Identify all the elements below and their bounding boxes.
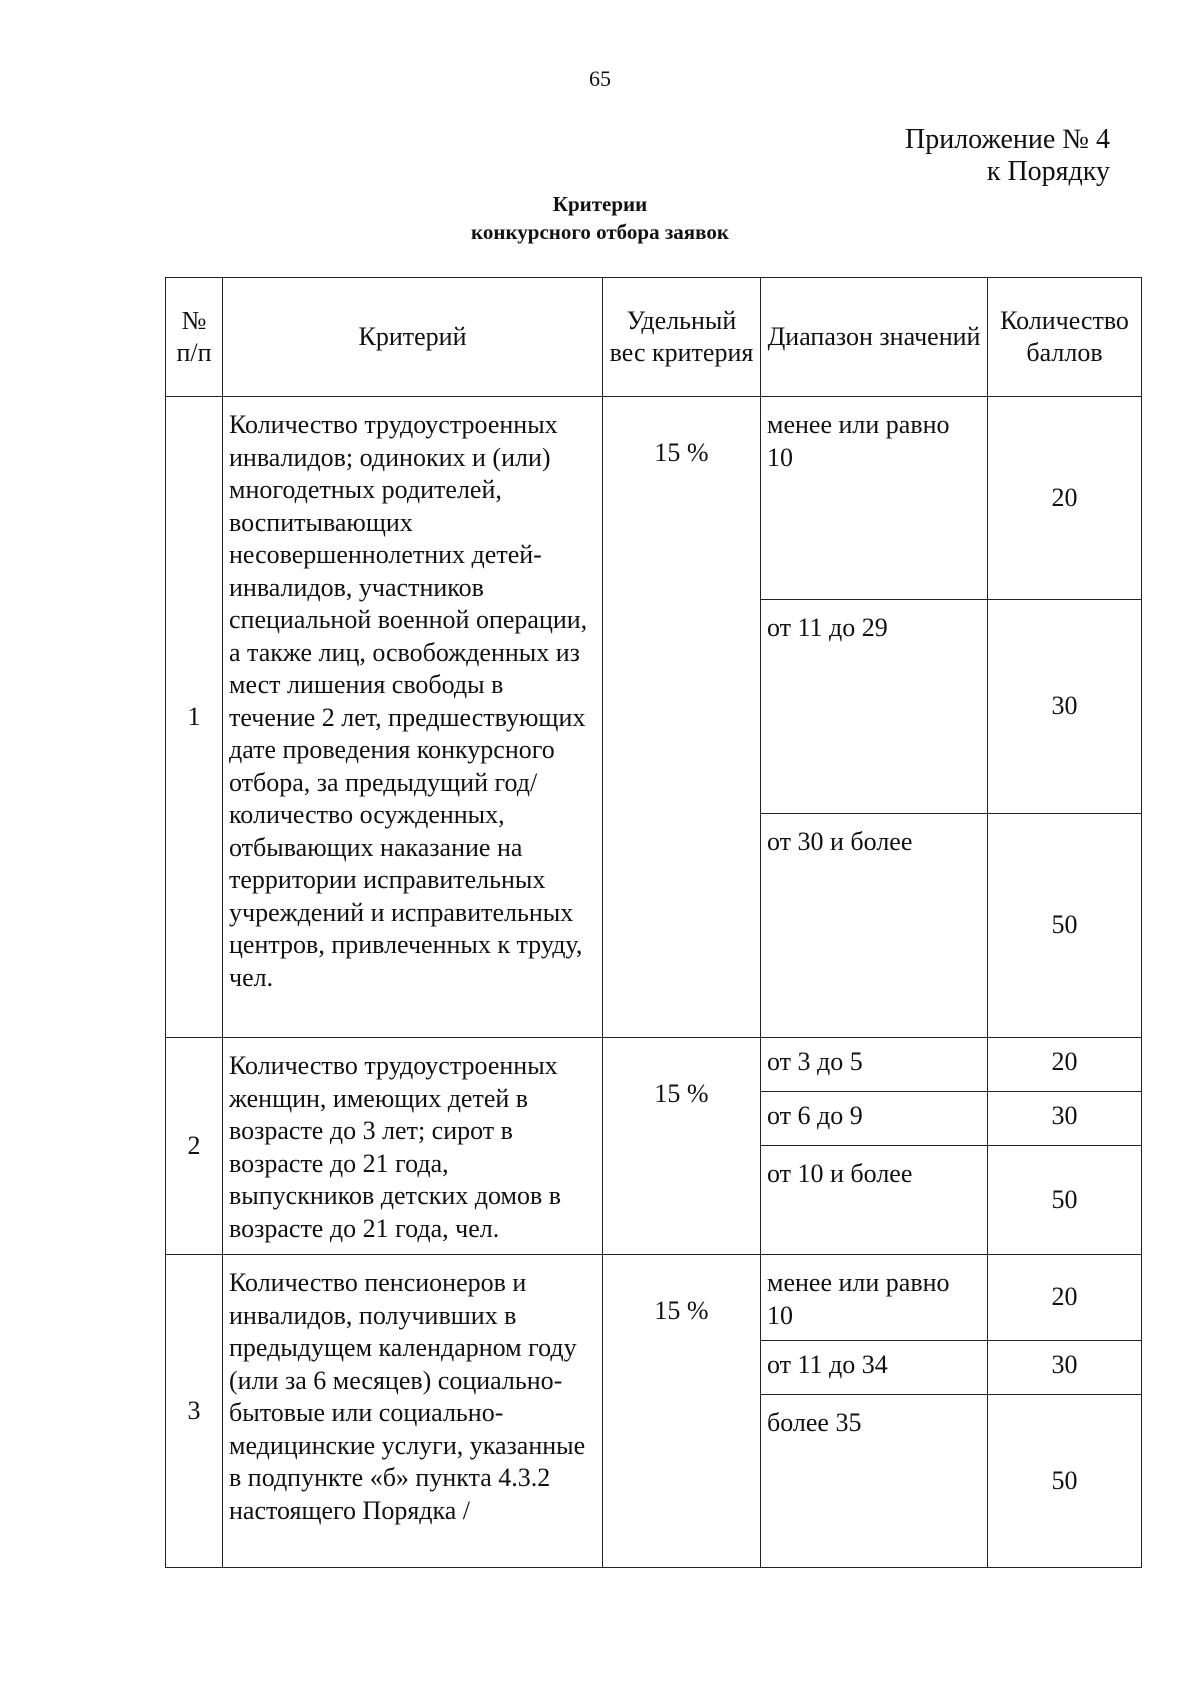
row-number: 3 — [166, 1255, 223, 1568]
row-number: 1 — [166, 397, 223, 1038]
criterion-weight: 15 % — [603, 397, 761, 1038]
table-row — [166, 397, 1142, 600]
range-value: более 35 — [761, 1395, 988, 1568]
criterion-text: Количество трудоустроенных женщин, имеющих детей в возрасте до 3 лет; сирот в возрасте до 21 года, выпускников детских домов в возрасте до 21 года, чел. — [223, 1038, 603, 1255]
criteria-table — [165, 277, 1142, 1568]
table-row — [166, 1038, 1142, 1092]
header-score: Количество баллов — [988, 278, 1142, 397]
table-row — [166, 1255, 1142, 1341]
title-line-1: Критерии — [552, 192, 648, 216]
range-value: от 11 до 34 — [761, 1341, 988, 1395]
appendix-line-1: Приложение № 4 — [905, 124, 1110, 155]
score-value: 20 — [988, 397, 1142, 600]
range-value: менее или равно 10 — [761, 397, 988, 600]
score-value: 50 — [988, 814, 1142, 1038]
range-value: от 6 до 9 — [761, 1092, 988, 1146]
range-value: от 3 до 5 — [761, 1038, 988, 1092]
header-num: № п/п — [166, 278, 223, 397]
criterion-weight: 15 % — [603, 1038, 761, 1255]
header-range: Диапазон значений — [761, 278, 988, 397]
score-value: 30 — [988, 600, 1142, 814]
criterion-text: Количество пенсионеров и инвалидов, получивших в предыдущем календарном году (или за 6 месяцев) социально-бытовые или социально-медицинские услуги, указанные в подпункте «б» пункта 4.3.2 настоящего Порядка / — [223, 1255, 603, 1568]
document-title — [0, 190, 1200, 246]
title-line-2: конкурсного отбора заявок — [471, 220, 729, 244]
score-value: 20 — [988, 1255, 1142, 1341]
appendix-line-2: к Порядку — [986, 156, 1110, 187]
row-number: 2 — [166, 1038, 223, 1255]
score-value: 30 — [988, 1092, 1142, 1146]
criterion-weight: 15 % — [603, 1255, 761, 1568]
range-value: менее или равно 10 — [761, 1255, 988, 1341]
score-value: 50 — [988, 1395, 1142, 1568]
range-value: от 10 и более — [761, 1146, 988, 1255]
header-weight: Удельный вес критерия — [603, 278, 761, 397]
score-value: 30 — [988, 1341, 1142, 1395]
appendix-reference — [905, 124, 1110, 188]
score-value: 50 — [988, 1146, 1142, 1255]
score-value: 20 — [988, 1038, 1142, 1092]
range-value: от 11 до 29 — [761, 600, 988, 814]
criterion-text: Количество трудоустроенных инвалидов; одиноких и (или) многодетных родителей, воспитывающих несовершеннолетних детей-инвалидов, участников специальной военной операции, а также лиц, освобожденных из мест лишения свободы в течение 2 лет, предшествующих дате проведения конкурсного отбора, за предыдущий год/ количество осужденных, отбывающих наказание на территории исправительных учреждений и исправительных центров, привлеченных к труду, чел. — [223, 397, 603, 1038]
range-value: от 30 и более — [761, 814, 988, 1038]
table-header-row — [166, 278, 1142, 397]
page-number: 65 — [589, 66, 611, 91]
header-criterion: Критерий — [223, 278, 603, 397]
